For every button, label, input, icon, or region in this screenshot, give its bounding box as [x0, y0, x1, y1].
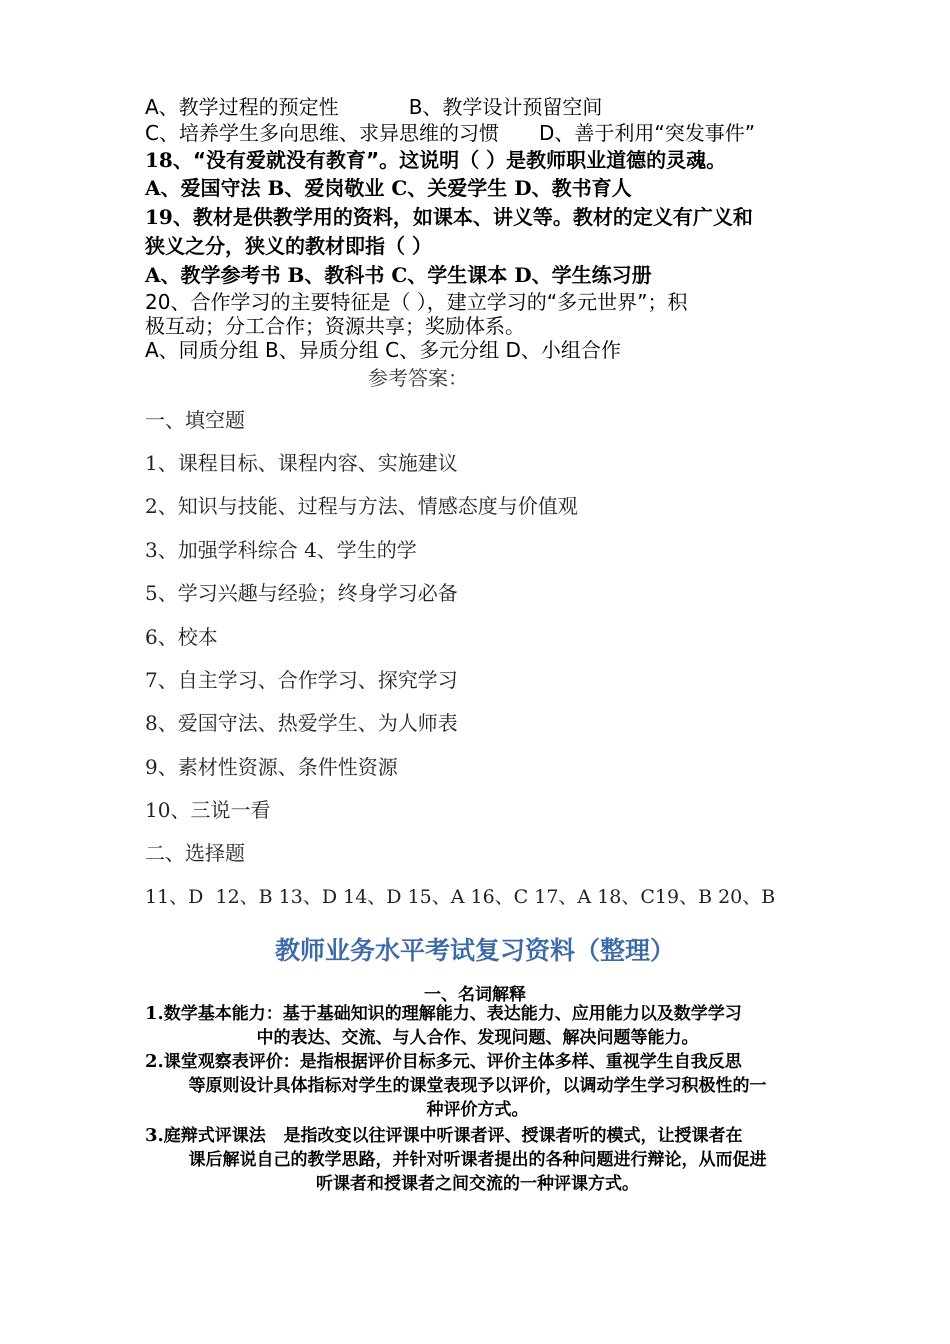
q19-option-d-letter: D [514, 263, 532, 287]
entry-line: 等原则设计具体指标对学生的课堂表现予以评价，以调动学生学习积极性的一 [188, 1076, 767, 1096]
q20-question-line2 [145, 313, 525, 339]
answer-item: 1、课程目标、课程内容、实施建议 [145, 451, 458, 475]
q17-option-c: C、培养学生多向思维、求异思维的习惯 [145, 121, 499, 145]
q19-option-c: 、学生课本 [407, 263, 515, 287]
entry-line: 中的表达、交流、与人合作、发现问题、解决问题等能力。 [256, 1028, 699, 1048]
q18-text: 、“没有爱就没有教育”。这说明（ ）是教师职业道德的灵魂。 [172, 148, 727, 172]
entry-line: 数学基本能力：基于基础知识的理解能力、表达能力、应用能力以及数学学习 [163, 1004, 742, 1024]
q18-option-d-letter: D [514, 176, 532, 200]
entry-line: 课后解说自己的教学思路，并针对听课者提出的各种问题进行辩论，从而促进 [188, 1150, 767, 1170]
q19-option-c-letter: C [391, 263, 408, 287]
q17-option-d: D、善于利用“突发事件” [538, 121, 756, 145]
glossary-entry-1 [145, 1002, 810, 1050]
q19-option-b: 、教科书 [304, 263, 392, 287]
entry-line: 庭辩式评课法 是指改变以往评课中听课者评、授课者听的模式，让授课者在 [163, 1126, 743, 1146]
glossary-entry-2 [145, 1050, 810, 1122]
q20-options-text: A、同质分组 B、异质分组 C、多元分组 D、小组合作 [145, 338, 621, 362]
q20-options [145, 337, 621, 363]
entry-line: 课堂观察表评价：是指根据评价目标多元、评价主体多样、重视学生自我反思 [163, 1052, 742, 1072]
entry-line: 听课者和授课者之间交流的一种评课方式。 [316, 1174, 639, 1194]
choice-answers: 11、D 12、B 13、D 14、D 15、A 16、C 17、A 18、C19、B 20、B [145, 886, 776, 908]
answer-item: 5、学习兴趣与经验；终身学习必备 [145, 581, 458, 605]
q18-option-b-letter: B [267, 176, 285, 200]
q20-text-line1: 20、合作学习的主要特征是（ ），建立学习的“多元世界”；积 [145, 290, 688, 314]
q18-option-a-letter: A [145, 176, 161, 200]
q17-option-b: B、教学设计预留空间 [408, 95, 603, 119]
answers-section-fill: 一、填空题 [145, 408, 245, 432]
q19-question-line2 [145, 233, 432, 259]
answer-item: 9、素材性资源、条件性资源 [145, 755, 398, 779]
q18-option-a: 、爱国守法 [160, 176, 268, 200]
answers-section-choice: 二、选择题 [145, 841, 245, 865]
q19-option-d: 、学生练习册 [531, 263, 652, 287]
q19-option-a: 、教学参考书 [160, 263, 288, 287]
entry-line: 种评价方式。 [426, 1100, 529, 1120]
glossary-entry-3 [145, 1124, 810, 1196]
answer-item: 6、校本 [145, 625, 218, 649]
entry-number: 1. [145, 1003, 164, 1024]
q18-option-b: 、爱岗敬业 [284, 176, 392, 200]
glossary-heading: 一、名词解释 [424, 985, 526, 1005]
answer-item: 2、知识与技能、过程与方法、情感态度与价值观 [145, 494, 578, 518]
q18-option-c-letter: C [391, 176, 408, 200]
q19-option-b-letter: B [287, 263, 305, 287]
q17-options-line1 [145, 94, 602, 120]
q18-option-d: 、教书育人 [531, 176, 632, 200]
q18-option-c: 、关爱学生 [407, 176, 515, 200]
answers-heading: 参考答案： [368, 366, 468, 390]
answer-item: 3、加强学科综合 4、学生的学 [145, 538, 417, 562]
q20-question-line1 [145, 289, 688, 315]
q17-options-line2 [145, 120, 755, 146]
answer-item: 10、三说一看 [145, 798, 271, 822]
review-title: 教师业务水平考试复习资料（整理） [274, 936, 675, 965]
q19-options [145, 262, 652, 288]
q18-number: 18 [145, 148, 173, 172]
q18-options [145, 175, 632, 201]
entry-number: 3. [145, 1125, 164, 1146]
q19-question-line1 [145, 204, 753, 230]
q18-question [145, 147, 726, 173]
q19-text-line2: 狭义之分，狭义的教材即指（ ） [145, 234, 432, 258]
q19-text-line1: 、教材是供教学用的资料，如课本、讲义等。教材的定义有广义和 [172, 205, 753, 229]
q17-option-a: A、教学过程的预定性 [145, 95, 339, 119]
q20-text-line2: 极互动；分工合作；资源共享；奖励体系。 [145, 314, 525, 338]
answer-item: 8、爱国守法、热爱学生、为人师表 [145, 711, 458, 735]
entry-number: 2. [145, 1051, 164, 1072]
answer-item: 7、自主学习、合作学习、探究学习 [145, 668, 458, 692]
q19-number: 19 [145, 205, 173, 229]
q19-option-a-letter: A [145, 263, 161, 287]
